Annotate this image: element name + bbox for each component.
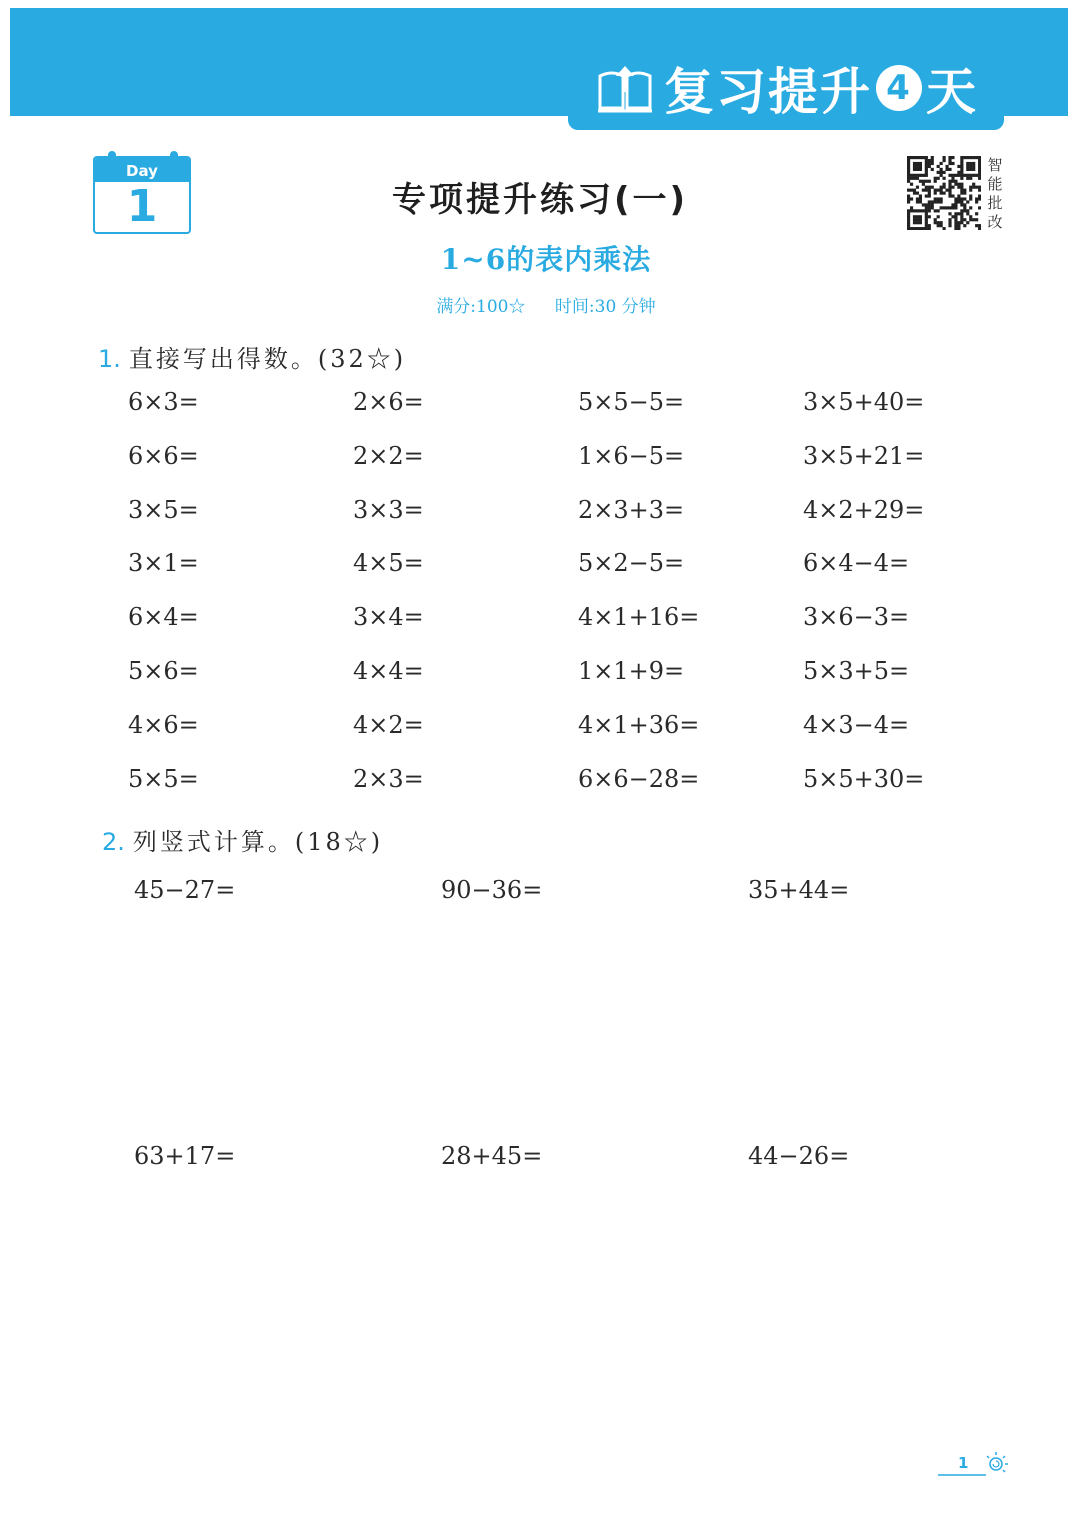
full-score: 满分:100☆	[436, 297, 526, 317]
question-1-problems	[128, 388, 1028, 818]
oral-calc-problem: 5×6=	[128, 656, 199, 685]
time-limit: 时间:30 分钟	[554, 297, 656, 317]
oral-calc-problem: 6×6−28=	[578, 764, 700, 793]
question-2-row-1	[134, 876, 1055, 904]
oral-calc-problem: 4×1+36=	[578, 710, 700, 739]
vertical-calc-problem: 90−36=	[441, 876, 543, 904]
page-title: 专项提升练习(一)	[391, 180, 689, 220]
vertical-calc-problem: 44−26=	[748, 1142, 850, 1170]
page-subtitle: 1~6的表内乘法	[440, 243, 652, 276]
oral-calc-problem: 3×5+40=	[803, 388, 925, 416]
open-book-icon	[596, 62, 654, 114]
oral-calc-problem: 4×2=	[353, 710, 424, 739]
vertical-calc-problem: 63+17=	[134, 1142, 236, 1170]
oral-calc-problem: 6×3=	[128, 388, 199, 416]
question-2-heading: 2. 列竖式计算。(18☆)	[102, 828, 384, 856]
score-time-info	[0, 292, 1080, 317]
oral-calc-problem: 1×6−5=	[578, 441, 685, 470]
banner-day-count: 4	[876, 65, 922, 111]
question-2-row-2	[134, 1142, 1055, 1170]
oral-calc-problem: 4×4=	[353, 656, 424, 685]
oral-calc-problem: 1×1+9=	[578, 656, 685, 685]
oral-calc-problem: 2×3=	[353, 764, 424, 793]
banner-text: 复习提升	[664, 63, 872, 121]
banner-suffix: 天	[926, 63, 978, 121]
sun-swirl-icon	[936, 1448, 1016, 1482]
oral-calc-problem: 6×4−4=	[803, 549, 910, 578]
page-number: 1	[958, 1454, 969, 1472]
oral-calc-problem: 5×5=	[128, 764, 199, 793]
day-number: 1	[126, 181, 158, 232]
page-footer	[936, 1448, 1016, 1482]
vertical-calc-problem: 45−27=	[134, 876, 236, 904]
day-label: Day	[95, 158, 189, 182]
oral-calc-problem: 3×6−3=	[803, 603, 910, 632]
oral-calc-problem: 2×3+3=	[578, 495, 685, 524]
oral-calc-problem: 2×6=	[353, 388, 424, 416]
oral-calc-problem: 6×6=	[128, 441, 199, 470]
oral-calc-problem: 5×2−5=	[578, 549, 685, 578]
oral-calc-problem: 5×5−5=	[578, 388, 685, 416]
oral-calc-problem: 4×2+29=	[803, 495, 925, 524]
oral-calc-problem: 3×1=	[128, 549, 199, 578]
banner-title	[596, 46, 978, 130]
oral-calc-problem: 5×3+5=	[803, 656, 910, 685]
oral-calc-problem: 5×5+30=	[803, 764, 925, 793]
vertical-calc-problem: 28+45=	[441, 1142, 543, 1170]
oral-calc-problem: 2×2=	[353, 441, 424, 470]
oral-calc-problem: 3×3=	[353, 495, 424, 524]
question-1-heading: 1. 直接写出得数。(32☆)	[98, 345, 407, 373]
qr-code-icon[interactable]	[907, 156, 981, 234]
smart-grading-label: 智 能 批 改	[987, 156, 1003, 231]
vertical-calc-problem: 35+44=	[748, 876, 850, 904]
oral-calc-problem: 3×5+21=	[803, 441, 925, 470]
oral-calc-problem: 3×5=	[128, 495, 199, 524]
oral-calc-problem: 6×4=	[128, 603, 199, 632]
oral-calc-problem: 4×1+16=	[578, 603, 700, 632]
oral-calc-problem: 4×5=	[353, 549, 424, 578]
oral-calc-problem: 3×4=	[353, 603, 424, 632]
oral-calc-problem: 4×6=	[128, 710, 199, 739]
oral-calc-problem: 4×3−4=	[803, 710, 910, 739]
